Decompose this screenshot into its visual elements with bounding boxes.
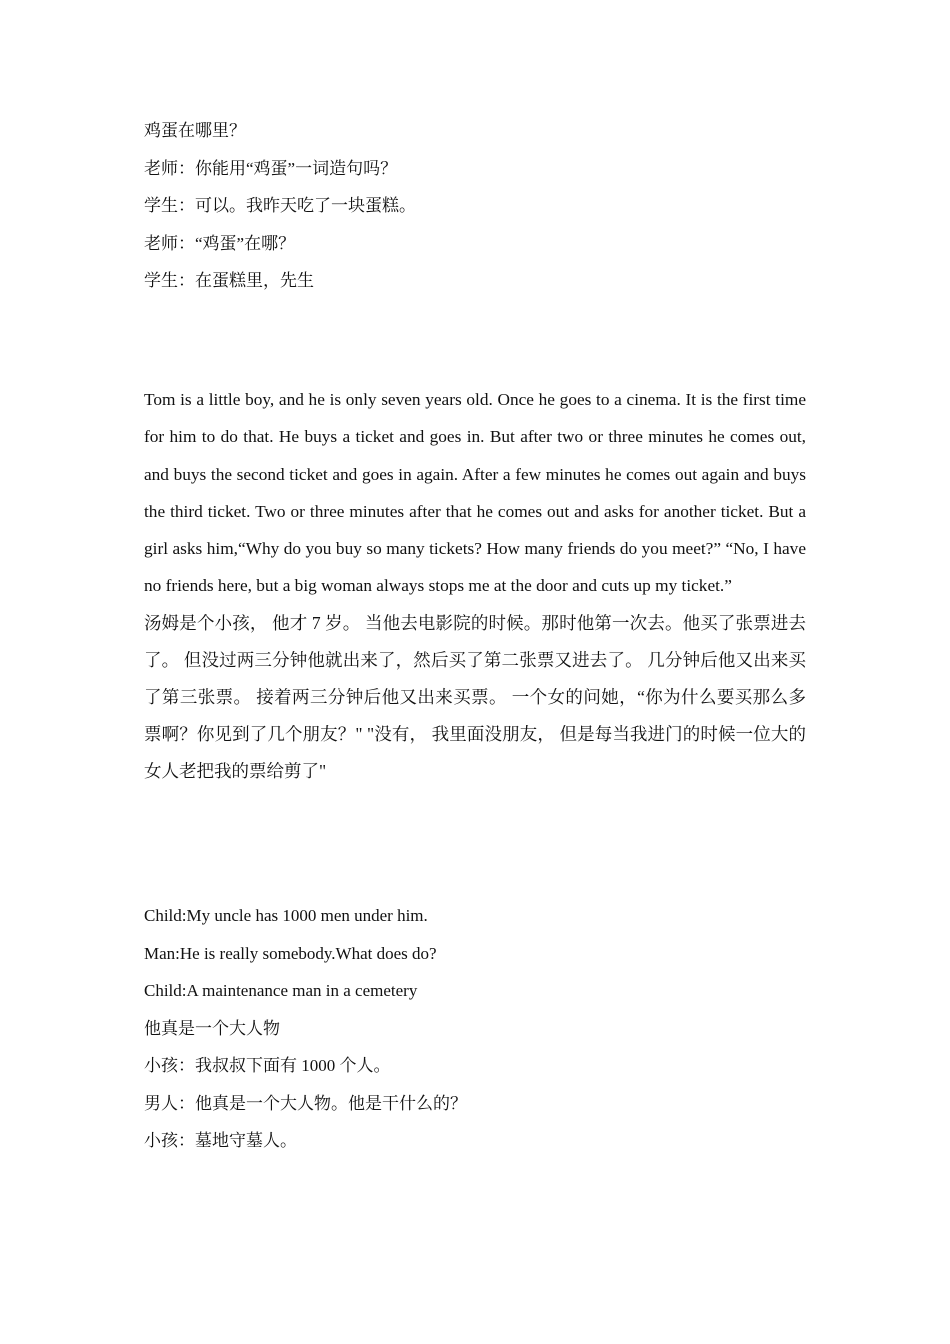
egg-joke-section (144, 119, 806, 307)
dialogue-line: 学生：在蛋糕里，先生 (144, 271, 314, 291)
dialogue-line: 老师：你能用“鸡蛋”一词造句吗？ (144, 158, 398, 178)
egg-joke-title: 鸡蛋在哪里？ (144, 121, 246, 140)
dialogue-line: 学生：可以。我昨天吃了一块蛋糕。 (144, 196, 416, 216)
dialogue-line: 老师：“鸡蛋”在哪？ (144, 233, 296, 253)
dialogue-line: Child:A maintenance man in a cemetery (144, 981, 418, 1000)
english-paragraph: Tom is a little boy, and he is only seven years old. Once he goes to a cinema. It is the first time for him to do that. He buys a ticket and goes in. But after two or three minutes he comes out, and buys the second ticket and goes in again. After a few minutes he comes out again and buys the third ticket. Two or three minutes after that he comes out and asks for another ticket. But a girl asks him,“Why do you buy so many tickets? How many friends do you meet?” “No, I have no friends here, but a big woman always stops me at the door and cuts up my ticket.” (144, 390, 806, 596)
cinema-story-section (144, 381, 806, 790)
dialogue-line: Child:My uncle has 1000 men under him. (144, 906, 428, 925)
dialogue-line: 男人：他真是一个大人物。他是干什么的？ (144, 1093, 467, 1113)
dialogue-line: Man:He is really somebody.What does do? (144, 943, 437, 963)
uncle-joke-section (144, 904, 806, 1167)
translation-title: 他真是一个大人物 (144, 1018, 280, 1038)
dialogue-line: 小孩：我叔叔下面有 1000 个人。 (144, 1056, 391, 1075)
chinese-paragraph: 汤姆是个小孩， 他才 7 岁。 当他去电影院的时候。那时他第一次去。他买了张票进去了。 但没过两三分钟他就出来了，然后买了第二张票又进去了。 几分钟后他又出来买了第三张票。 接着两三分钟后他又出来买票。 一个女的问她，“你为什么要买那么多票啊？你见到了几个朋友？" "没有， 我里面没朋友， 但是每当我进门的时候一位大的女人老把我的票给剪了" (144, 612, 806, 782)
dialogue-line: 小孩：墓地守墓人。 (144, 1131, 297, 1150)
